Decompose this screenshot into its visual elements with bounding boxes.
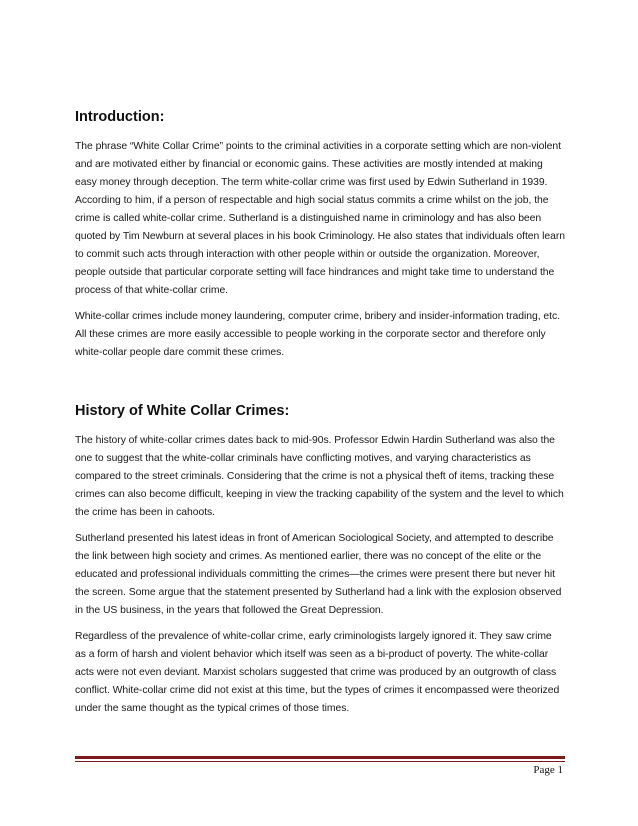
paragraph-history-3: Regardless of the prevalence of white-collar crime, early criminologists largely ignored it. They saw crime as a form of harsh and violent behavior which itself was seen as a bi-product of poverty. The white-collar acts were not even deviant. Marxist scholars suggested that crime was produced by an outgrowth of class conflict. White-collar crime did not exist at this time, but the types of crimes it encompassed were theorized under the same thought as the typical crimes of those times. (75, 631, 560, 714)
page-number: Page 1 (533, 764, 563, 776)
section-spacer (75, 370, 565, 402)
footer-divider (75, 756, 565, 762)
paragraph-intro-2: White-collar crimes include money laundering, computer crime, bribery and insider-information trading, etc. All these crimes are more easily accessible to people working in the corporate sector and therefore only white-collar people dare commit these crimes. (75, 311, 560, 358)
page-body (75, 108, 565, 726)
paragraph-intro-1: The phrase “White Collar Crime” points to the criminal activities in a corporate setting which are non-violent and are motivated either by financial or economic gains. These activities are mostly intended at making easy money through deception. The term white-collar crime was first used by Edwin Sutherland in 1939. According to him, if a person of respectable and high social status commits a crime whilst on the job, the crime is called white-collar crime. Sutherland is a distinguished name in criminology and has also been quoted by Tim Newburn at several places in his book Criminology. He also states that individuals often learn to commit such acts through interaction with other people within or outside the organization. Moreover, people outside that particular corporate setting will face hindrances and might take time to understand the process of that white-collar crime. (75, 141, 565, 296)
section-heading-introduction: Introduction: (75, 109, 165, 125)
footer-rule-thick (75, 756, 565, 759)
footer-rule-thin (75, 761, 565, 762)
paragraph-history-1: The history of white-collar crimes dates back to mid-90s. Professor Edwin Hardin Sutherland was also the one to suggest that the white-collar criminals have conflicting motives, and varying characteristics as compared to the street criminals. Considering that the crime is not a physical theft of items, tracking these crimes can also become difficult, keeping in view the tracking capability of the system and the level to which the crime has been in cahoots. (75, 435, 564, 518)
section-heading-history: History of White Collar Crimes: (75, 403, 290, 419)
paragraph-history-2: Sutherland presented his latest ideas in front of American Sociological Society, and attempted to describe the link between high society and crimes. As mentioned earlier, there was no concept of the elite or the educated and professional individuals committing the crimes—the crimes were present there but never hit the screen. Some argue that the statement presented by Sutherland had a link with the explosion observed in the US business, in the years that followed the Great Depression. (75, 533, 562, 616)
